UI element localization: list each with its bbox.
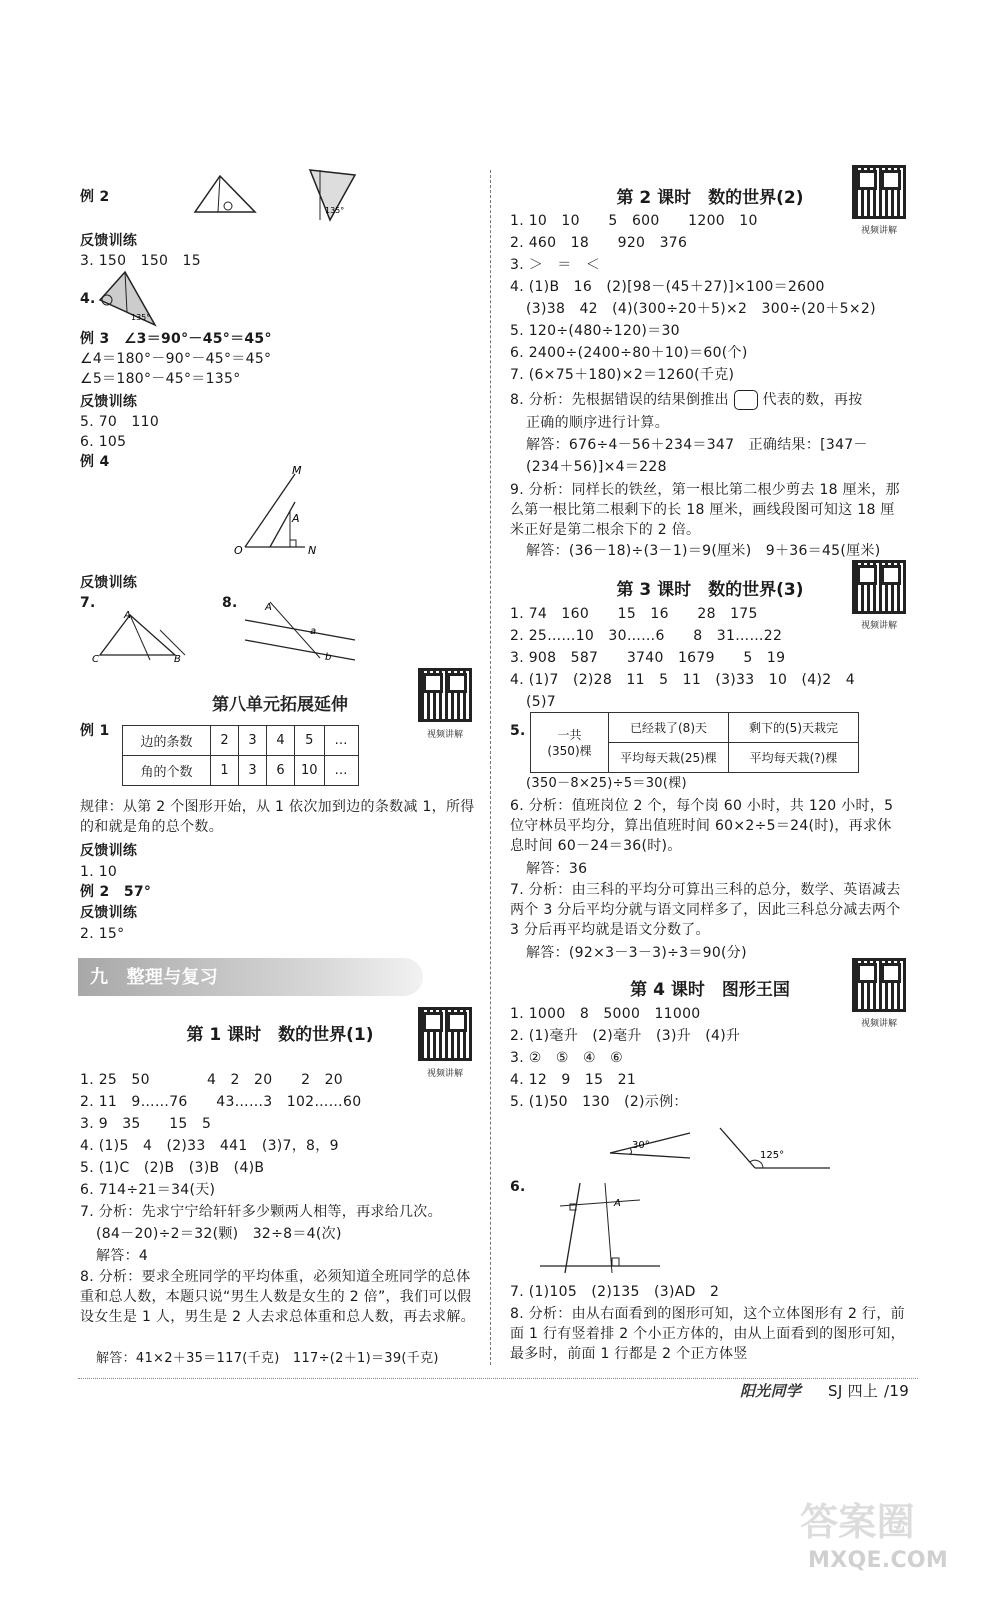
qr-label: 视频讲解 <box>860 226 897 236</box>
svg-text:135°: 135° <box>325 206 345 215</box>
label-b-line: b <box>325 652 332 663</box>
label-n: N <box>308 544 317 557</box>
table-cell: 3 <box>239 756 267 786</box>
lesson-4-title: 第 4 课时 图形王国 <box>630 980 790 1000</box>
right-line: 3. ② ⑤ ④ ⑥ <box>510 1050 624 1066</box>
table-cell: 3 <box>239 726 267 756</box>
right-line: 解答：(36－18)÷(3－1)＝9(厘米) 9＋36＝45(厘米) <box>526 543 881 559</box>
left-line: 5. (1)C (2)B (3)B (4)B <box>80 1160 265 1176</box>
table-cell: … <box>324 756 358 786</box>
qr-code-icon[interactable] <box>852 560 906 614</box>
right-line: 4. 12 9 15 21 <box>510 1072 637 1088</box>
left-line: 7. <box>80 595 96 611</box>
left-line: 例 2 57° <box>80 884 152 900</box>
right-line: 解答：(92×3－3－3)÷3＝90(分) <box>526 945 747 961</box>
table-cell: 1 <box>211 756 239 786</box>
right-line: (3)38 42 (4)(300÷20＋5)×2 300÷(20＋5×2) <box>526 301 876 317</box>
left-line: 3. 150 150 15 <box>80 253 201 269</box>
qr-code-icon[interactable] <box>852 165 906 219</box>
label-b: B <box>174 654 181 665</box>
right-line: 7. (6×75＋180)×2＝1260(千克) <box>510 367 735 383</box>
angle-figure-ex4 <box>230 462 330 557</box>
left-line: 4. <box>80 291 96 307</box>
right-line: (350－8×25)÷5＝30(棵) <box>526 776 687 791</box>
angle-label: 125° <box>760 1150 785 1161</box>
perpendicular-figure <box>530 1178 670 1278</box>
label-m: M <box>292 464 302 477</box>
watermark-logo: 答案圈 <box>800 1500 915 1544</box>
label-a: A <box>292 512 300 525</box>
footer-brand: 阳光同学 <box>740 1382 802 1400</box>
right-line: 6. 2400÷(2400÷80＋10)＝60(个) <box>510 345 748 361</box>
triangle-figure-3 <box>95 270 165 330</box>
right-line: (5)7 <box>526 694 556 710</box>
left-line: 反馈训练 <box>80 233 138 249</box>
lesson-1-title: 第 1 课时 数的世界(1) <box>186 1025 374 1045</box>
left-line: 例 2 <box>80 189 110 205</box>
blank-box <box>734 390 758 410</box>
left-line: 6. 714÷21＝34(天) <box>80 1182 216 1198</box>
label-a: A <box>614 1198 621 1209</box>
lesson-3-title: 第 3 课时 数的世界(3) <box>616 580 804 600</box>
right-line-part: 8. 分析：先根据错误的结果倒推出 <box>510 392 729 408</box>
triangle-figure-7 <box>90 610 190 665</box>
total-value: (350)棵 <box>547 743 592 758</box>
column-divider <box>490 170 491 1365</box>
table-cell <box>531 713 609 773</box>
chapter-title: 九 整理与复习 <box>90 967 219 988</box>
left-line: 例 4 <box>80 454 110 470</box>
right-line: 3. ＞ ＝ ＜ <box>510 257 601 273</box>
left-line: 2. 11 9……76 43……3 102……60 <box>80 1094 362 1110</box>
left-line: 反馈训练 <box>80 843 138 859</box>
table-cell: 已经栽了(8)天 <box>609 713 729 743</box>
left-line: 1. 25 50 4 2 20 2 20 <box>80 1072 343 1088</box>
qr-code-icon[interactable] <box>418 668 472 722</box>
right-line: 6. <box>510 1179 526 1195</box>
left-line: ∠4＝180°－90°－45°＝45° <box>80 351 272 367</box>
angle-label: 30° <box>632 1140 650 1151</box>
left-line: 反馈训练 <box>80 575 138 591</box>
right-line: 2. 460 18 920 376 <box>510 235 688 251</box>
left-line: 反馈训练 <box>80 905 138 921</box>
left-line: 解答：4 <box>96 1248 149 1264</box>
parallel-lines-figure-8 <box>235 600 360 665</box>
right-line: 7. (1)105 (2)135 (3)AD 2 <box>510 1284 720 1300</box>
triangle-figure-2 <box>305 165 360 225</box>
right-line: 6. 分析：值班岗位 2 个，每个岗 60 小时，共 120 小时，5 位守林员平均分，算出值班时间 60×2÷5＝24(时)，再求休息时间 60－24＝36(时)。 <box>510 798 894 854</box>
triangle-figure-1 <box>190 172 260 220</box>
planting-table <box>530 712 859 773</box>
table-cell: 6 <box>267 756 295 786</box>
right-line: 1. 10 10 5 600 1200 10 <box>510 213 758 229</box>
angle-drawing-examples <box>600 1118 840 1178</box>
label-a-line: a <box>310 626 317 637</box>
table-cell: 4 <box>267 726 295 756</box>
left-line: 例 3 ∠3＝90°－45°＝45° <box>80 331 272 347</box>
right-line: 1. 1000 8 5000 11000 <box>510 1006 701 1022</box>
left-line: 5. 70 110 <box>80 414 160 430</box>
left-line: 解答：41×2＋35＝117(千克) 117÷(2＋1)＝39(千克) <box>96 1351 439 1366</box>
table-cell: 5 <box>295 726 325 756</box>
left-line: 4. (1)5 4 (2)33 441 (3)7，8，9 <box>80 1138 339 1154</box>
right-line: 2. 25……10 30……6 8 31……22 <box>510 628 783 644</box>
right-line: 5. 120÷(480÷120)＝30 <box>510 323 680 339</box>
lesson-2-title: 第 2 课时 数的世界(2) <box>616 188 804 208</box>
qr-label: 视频讲解 <box>426 1069 463 1079</box>
qr-label: 视频讲解 <box>860 1019 897 1029</box>
left-line: (84－20)÷2＝32(颗) 32÷8＝4(次) <box>96 1226 342 1242</box>
right-line: 4. (1)B 16 (2)[98－(45＋27)]×100＝2600 <box>510 279 825 295</box>
footer-edition: SJ 四上 <box>828 1382 879 1400</box>
label-a: A <box>265 602 272 613</box>
table-cell: 边的条数 <box>123 726 211 756</box>
left-line: 3. 9 35 15 5 <box>80 1116 212 1132</box>
left-line: 2. 15° <box>80 926 125 942</box>
footer-divider <box>78 1378 918 1379</box>
qr-label: 视频讲解 <box>860 621 897 631</box>
watermark-url: MXQE.COM <box>808 1548 949 1573</box>
left-line: 规律：从第 2 个图形开始，从 1 依次加到边的条数减 1，所得的和就是角的总个数。 <box>80 799 475 835</box>
label-a: A <box>124 610 131 621</box>
left-line: 反馈训练 <box>80 394 138 410</box>
unit8-title: 第八单元拓展延伸 <box>212 695 348 715</box>
qr-code-icon[interactable] <box>852 958 906 1012</box>
right-line-part: 代表的数，再按 <box>762 392 863 408</box>
angle-table <box>122 725 359 786</box>
left-line: ∠5＝180°－45°＝135° <box>80 371 241 387</box>
right-line: 解答：676÷4－56＋234＝347 正确结果：[347－ <box>526 437 868 453</box>
right-line: 正确的顺序进行计算。 <box>526 415 669 431</box>
table-row <box>123 726 359 756</box>
right-line: 5. (1)50 130 (2)示例： <box>510 1094 688 1110</box>
table-cell: 角的个数 <box>123 756 211 786</box>
right-line: 2. (1)毫升 (2)毫升 (3)升 (4)升 <box>510 1028 741 1044</box>
right-line: (234＋56)]×4＝228 <box>526 459 667 475</box>
left-line: 6. 105 <box>80 434 127 450</box>
label-o: O <box>234 544 243 557</box>
right-line: 3. 908 587 3740 1679 5 19 <box>510 650 786 666</box>
qr-code-icon[interactable] <box>418 1007 472 1061</box>
table-cell: 剩下的(5)天栽完 <box>729 713 859 743</box>
right-line: 5. <box>510 723 526 739</box>
qr-label: 视频讲解 <box>426 730 463 740</box>
right-line: 4. (1)7 (2)28 11 5 11 (3)33 10 (4)2 4 <box>510 672 855 688</box>
left-line: 1. 10 <box>80 864 118 880</box>
angle-label: 135° <box>131 313 151 322</box>
page-number: /19 <box>884 1382 910 1400</box>
right-line: 1. 74 160 15 16 28 175 <box>510 606 758 622</box>
table-cell: 2 <box>211 726 239 756</box>
left-line: 7. 分析：先求宁宁给轩轩多少颗两人相等，再求给几次。 <box>80 1204 442 1220</box>
left-line: 8. <box>222 595 238 611</box>
right-line: 8. 分析：由从右面看到的图形可知，这个立体图形有 2 行，前面 1 行有竖着排 2 个小正方体的，由从上面看到的图形可知，最多时，前面 1 行都是 2 个正方体竖 <box>510 1306 905 1362</box>
table-row <box>531 713 859 743</box>
table-cell: 平均每天栽(25)棵 <box>609 743 729 773</box>
table-cell: 10 <box>295 756 325 786</box>
right-line: 解答：36 <box>526 861 588 877</box>
left-line: 例 1 <box>80 723 110 739</box>
right-line: 9. 分析：同样长的铁丝，第一根比第二根少剪去 18 厘米，那么第一根比第二根剩下的长 18 厘米，画线段图可知这 18 厘米正好是第二根余下的 2 倍。 <box>510 482 900 538</box>
table-cell: … <box>324 726 358 756</box>
right-line <box>510 390 863 410</box>
total-label: 一共 <box>557 727 582 742</box>
table-row <box>123 756 359 786</box>
left-line: 8. 分析：要求全班同学的平均体重，必须知道全班同学的总体重和总人数，本题只说“男生人数是女生的 2 倍”，我们可以假设女生是 1 人，男生是 2 人去求总体重和总人数，再去求解。 <box>80 1269 475 1325</box>
table-cell: 平均每天栽(?)棵 <box>729 743 859 773</box>
label-c: C <box>92 654 99 665</box>
right-line: 7. 分析：由三科的平均分可算出三科的总分，数学、英语减去两个 3 分后平均分就与语文同样多了，因此三科总分减去两个 3 分后再平均就是语文分数了。 <box>510 882 901 938</box>
